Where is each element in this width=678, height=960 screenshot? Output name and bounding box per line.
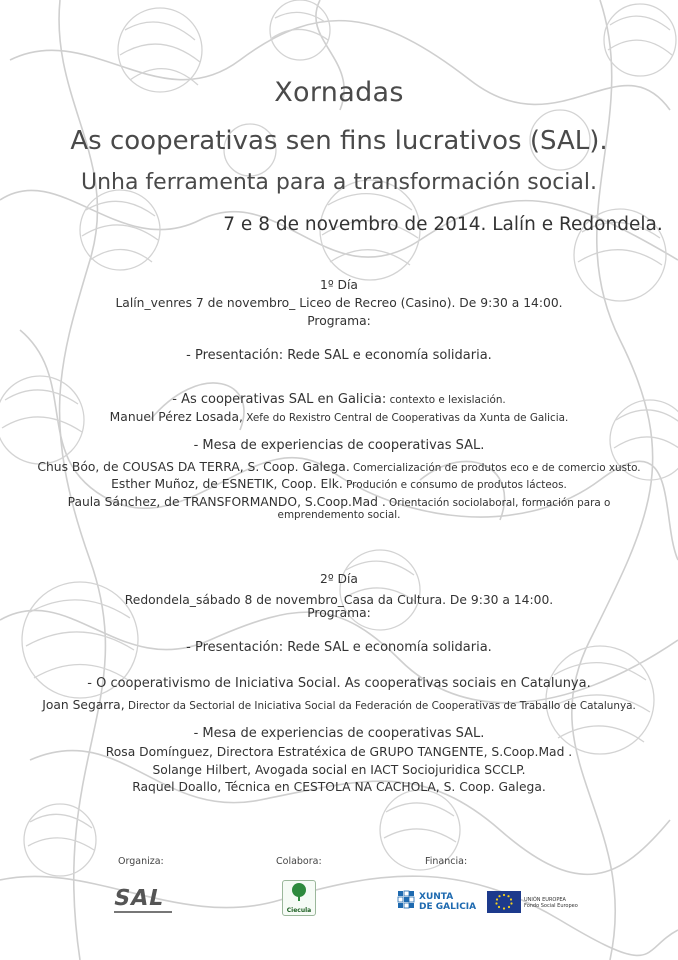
xunta-logo-line1: XUNTA [419, 892, 454, 902]
day2-item2-speaker: Joan Segarra, [42, 698, 125, 712]
day1-item-galicia [0, 388, 678, 407]
day1-heading: 1º Día [320, 278, 358, 292]
eu-logo-line1: UNIÓN EUROPEA [524, 897, 566, 903]
day2-item-presentation: - Presentación: Rede SAL e economía solidaria. [186, 640, 492, 655]
day1-item2-role: Xefe do Rexistro Central de Cooperativas da Xunta de Galicia. [242, 412, 569, 424]
sal-logo [111, 886, 178, 916]
xunta-logo-line2: DE GALICIA [419, 902, 477, 912]
day1-item-mesa: - Mesa de experiencias de cooperativas SAL. [193, 438, 485, 453]
day2-participant-1: Rosa Domínguez, Directora Estratéxica de GRUPO TANGENTE, S.Coop.Mad . [105, 745, 573, 759]
colabora-label: Colabora: [276, 856, 322, 867]
event-title: Xornadas [274, 77, 404, 108]
day1-p3-desc: Orientación sociolaboral, formación para o [385, 497, 611, 509]
event-subtitle: As cooperativas sen fins lucrativos (SAL). [70, 126, 608, 156]
day1-p1-desc: Comercialización de produtos eco e de comercio xusto. [349, 462, 641, 474]
day2-venue-place: Redondela_sábado 8 de novembro_Casa da Cultura [124, 593, 443, 607]
day1-p2-name: Esther Muñoz, de ESNETIK, Coop. Elk. [111, 477, 343, 491]
xunta-logo [397, 890, 477, 916]
day1-item2-speaker-line [0, 406, 678, 425]
ciecula-logo [282, 880, 316, 916]
day1-programa: Programa: [307, 314, 371, 328]
day2-item2-speaker-line [0, 694, 678, 713]
day2-participant-2: Solange Hilbert, Avogada social en IACT Sociojuridica SCCLP. [152, 763, 526, 777]
day2-programa: Programa: [307, 606, 371, 620]
day1-item2-speaker: Manuel Pérez Losada, [109, 410, 243, 424]
xunta-emblem-icon [397, 890, 415, 914]
day1-item2-title: - As cooperativas SAL en Galicia: [172, 392, 387, 407]
day1-p1-name: Chus Bóo, de COUSAS DA TERRA, S. Coop. Galega. [37, 460, 350, 474]
day2-item-iniciativa: - O cooperativismo de Iniciativa Social. As cooperativas sociais en Catalunya. [87, 676, 591, 691]
day1-p2-desc: Produción e consumo de produtos lácteos. [342, 479, 567, 491]
financia-label: Financia: [425, 856, 468, 867]
day1-item-presentation: - Presentación: Rede SAL e economía solidaria. [186, 348, 492, 363]
organiza-label: Organiza: [118, 856, 164, 867]
eu-logo-line2: Fondo Social Europeo [524, 903, 578, 909]
tree-icon [283, 881, 315, 903]
day2-venue-time: . De 9:30 a 14:00. [442, 593, 554, 607]
day2-participant-3: Raquel Doallo, Técnica en CESTOLA NA CACHOLA, S. Coop. Galega. [132, 780, 546, 794]
day2-item2-role: Director da Sectorial de Iniciativa Social da Federación de Cooperativas de Traballo de Catalunya. [124, 700, 636, 712]
eu-flag-icon [487, 891, 521, 913]
event-dates: 7 e 8 de novembro de 2014. Lalín e Redondela. [223, 214, 663, 235]
day1-venue: Lalín_venres 7 de novembro_ Liceo de Recreo (Casino). De 9:30 a 14:00. [115, 296, 563, 310]
ciecula-logo-text: Ciecula [286, 907, 312, 914]
day1-p3-desc-cont: emprendemento social. [277, 509, 401, 521]
day1-participant-3 [0, 491, 678, 510]
eu-logo [487, 891, 587, 915]
event-tagline: Unha ferramenta para a transformación social. [80, 170, 598, 195]
day2-heading: 2º Día [320, 572, 358, 586]
day1-p3-name: Paula Sánchez, de TRANSFORMANDO, S.Coop.Mad . [67, 495, 386, 509]
day1-item2-topic: contexto e lexislación. [386, 394, 506, 406]
day1-participant-2 [0, 473, 678, 492]
sal-logo-text: SAL [111, 886, 167, 911]
day2-item-mesa: - Mesa de experiencias de cooperativas SAL. [193, 726, 485, 741]
